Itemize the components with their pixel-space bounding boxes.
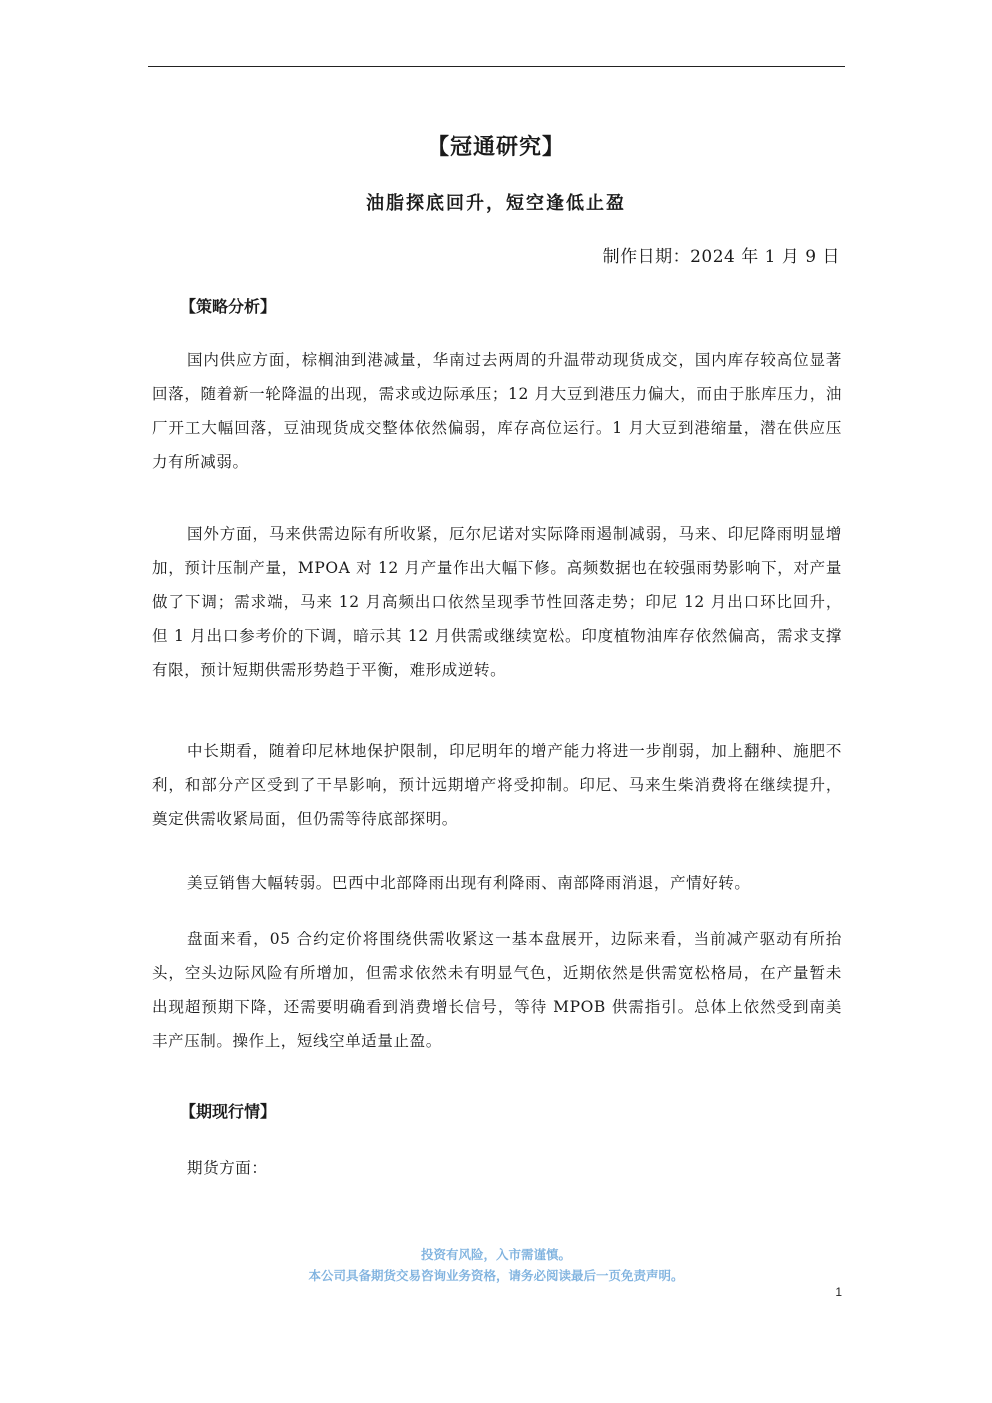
paragraph-us-soy: 美豆销售大幅转弱。巴西中北部降雨出现有利降雨、南部降雨消退，产情好转。	[187, 874, 751, 892]
risk-warning: 投资有风险，入市需谨慎。	[420, 1247, 571, 1262]
strategy-heading: 【策略分析】	[180, 297, 277, 316]
market-heading: 【期现行情】	[180, 1102, 277, 1121]
header-rule	[148, 66, 845, 67]
paragraph-overseas: 国外方面，马来供需边际有所收紧，厄尔尼诺对实际降雨遏制减弱，马来、印尼降雨明显增加，预计压制产量，MPOA 对 12 月产量作出大幅下修。高频数据也在较强雨势影响下，对产量做了下调；需求端，马来 12 月高频出口依然呈现季节性回落走势；印尼 12 月出口环比回升，但 1 月出口参考价的下调，暗示其 12 月供需或继续宽松。印度植物油库存依然偏高，需求支撑有限，预计短期供需形势趋于平衡，难形成逆转。	[152, 525, 842, 679]
paragraph-market-view: 盘面来看，05 合约定价将围绕供需收紧这一基本盘展开，边际来看，当前减产驱动有所抬头，空头边际风险有所增加，但需求依然未有明显气色，近期依然是供需宽松格局，在产量暂未出现超预期下降，还需要明确看到消费增长信号，等待 MPOB 供需指引。总体上依然受到南美丰产压制。操作上，短线空单适量止盈。	[152, 930, 842, 1050]
report-title: 油脂探底回升，短空逢低止盈	[366, 193, 626, 214]
disclaimer-notice: 本公司具备期货交易咨询业务资格，请务必阅读最后一页免责声明。	[308, 1268, 684, 1283]
report-date: 制作日期：2024 年 1 月 9 日	[602, 247, 840, 267]
page-number: 1	[835, 1285, 842, 1299]
futures-label: 期货方面：	[187, 1159, 268, 1177]
paragraph-long-term: 中长期看，随着印尼林地保护限制，印尼明年的增产能力将进一步削弱，加上翻种、施肥不利，和部分产区受到了干旱影响，预计远期增产将受抑制。印尼、马来生柴消费将在继续提升，奠定供需收紧局面，但仍需等待底部探明。	[152, 742, 842, 828]
brand-title: 【冠通研究】	[426, 134, 565, 160]
paragraph-domestic-supply: 国内供应方面，棕榈油到港减量，华南过去两周的升温带动现货成交，国内库存较高位显著回落，随着新一轮降温的出现，需求或边际承压；12 月大豆到港压力偏大，而由于胀库压力，油厂开工大幅回落，豆油现货成交整体依然偏弱，库存高位运行。1 月大豆到港缩量，潜在供应压力有所减弱。	[152, 351, 842, 471]
